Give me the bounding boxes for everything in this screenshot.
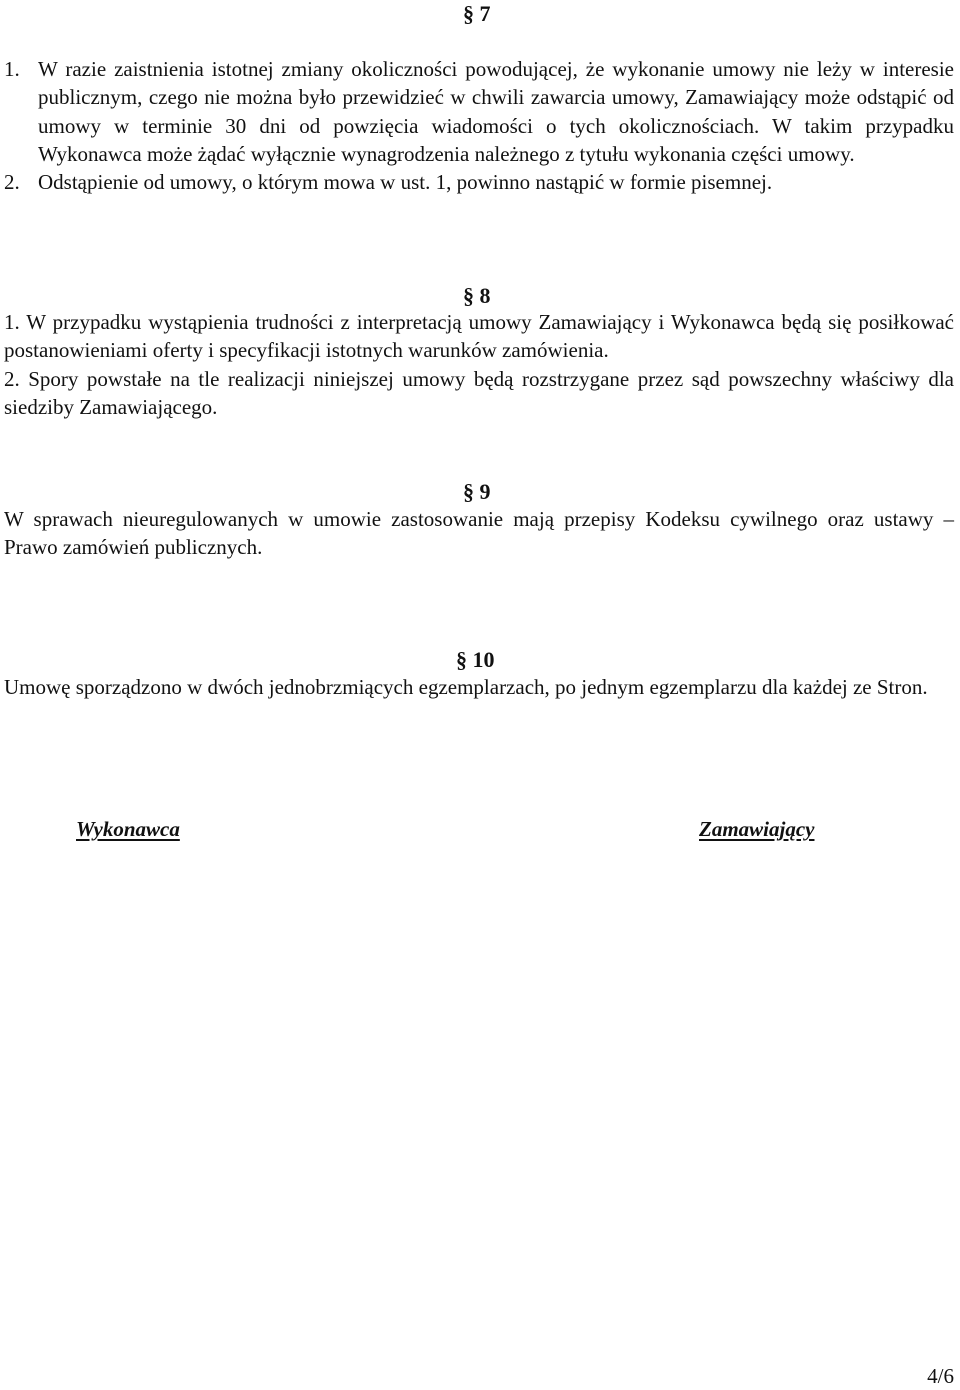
page-number: 4/6: [927, 1364, 954, 1388]
section-8-item-1: 1. W przypadku wystąpienia trudności z interpretacją umowy Zamawiający i Wykonawca będą się posiłkować postanowieniami oferty i specyfikacji istotnych warunków zamówienia.: [4, 310, 954, 363]
section-8-item-2: 2. Spory powstałe na tle realizacji niniejszej umowy będą rozstrzygane przez sąd powszechny właściwy dla siedziby Zamawiającego.: [4, 366, 954, 419]
section-10-heading: § 10: [456, 647, 495, 672]
section-7-item-2-number: 2.: [4, 170, 20, 195]
section-9-heading: § 9: [463, 479, 491, 504]
section-7-heading: § 7: [463, 1, 491, 26]
section-7-body: [4, 55, 954, 196]
section-7-item-2-text: Odstąpienie od umowy, o którym mowa w ust. 1, powinno nastąpić w formie pisemnej.: [38, 170, 773, 195]
section-9-body: [4, 505, 954, 562]
signature-contractor: Wykonawca: [76, 817, 180, 841]
section-9-text: W sprawach nieuregulowanych w umowie zastosowanie mają przepisy Kodeksu cywilnego oraz ustawy – Prawo zamówień publicznych.: [4, 507, 954, 560]
section-8-body: [4, 308, 954, 421]
signature-client: Zamawiający: [699, 817, 815, 841]
section-8-heading: § 8: [463, 283, 491, 308]
section-7-item-1-number: 1.: [4, 57, 20, 81]
section-7-item-1: [4, 55, 954, 168]
section-7-item-1-text: W razie zaistnienia istotnej zmiany okoliczności powodującej, że wykonanie umowy nie leży w interesie publicznym, czego nie można było przewidzieć w chwili zawarcia umowy, Zamawiający może odstąpić od umowy w terminie 30 dni od powzięcia wiadomości o tych okolicznościach. W takim przypadku Wykonawca może żądać wyłącznie wynagrodzenia należnego z tytułu wykonania części umowy.: [38, 57, 954, 166]
section-7-item-2: [4, 168, 954, 196]
section-10-body: [4, 673, 954, 701]
section-10-text: Umowę sporządzono w dwóch jednobrzmiących egzemplarzach, po jednym egzemplarzu dla każdej ze Stron.: [4, 675, 928, 699]
